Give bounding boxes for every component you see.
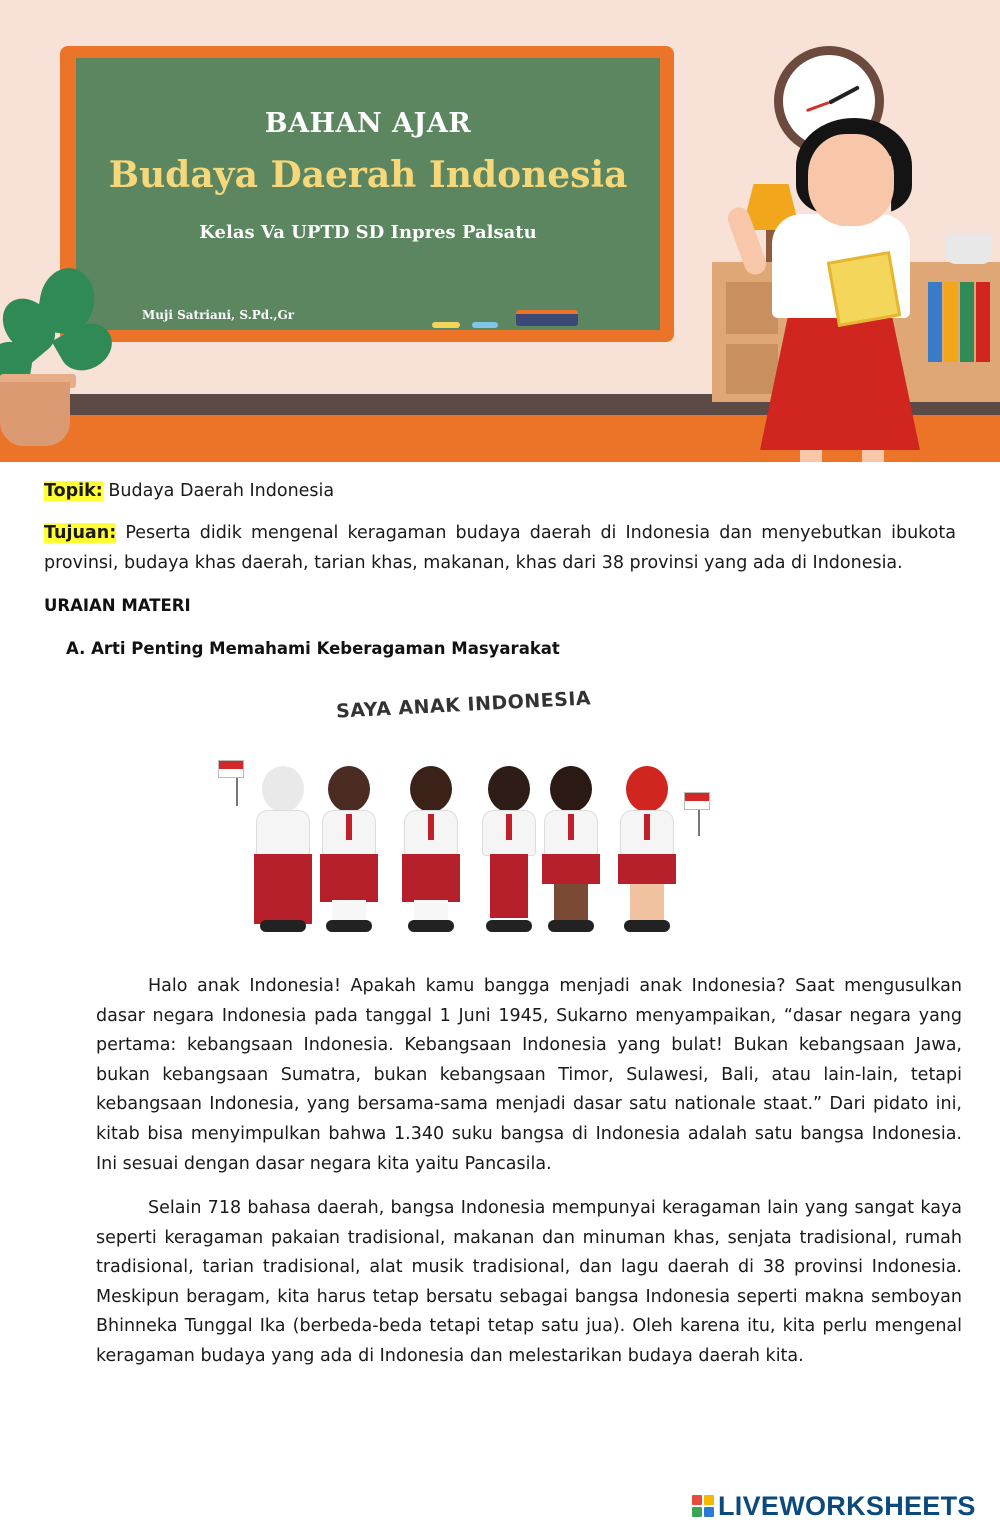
tujuan-text-line1: Peserta didik mengenal keragaman budaya daerah di Indonesia dan menyebutkan ibukota xyxy=(125,523,956,543)
flag-icon xyxy=(684,792,710,810)
small-plant-icon xyxy=(946,234,992,264)
child-figure xyxy=(314,766,384,936)
paragraph-2: Selain 718 bahasa daerah, bangsa Indonesia mempunyai keragaman lain yang sangat kaya seperti keragaman pakaian tradisional, makanan dan minuman khas, senjata tradisional, rumah tradisional, tarian tradisional, alat musik tradisional, dan lagu daerah di 38 provinsi Indonesia. Meskipun beragam, kita harus tetap bersatu sebagai bangsa Indonesia seperti makna semboyan Bhinneka Tunggal Ika (berbeda-beda tetapi tetap satu jua). Oleh karena itu, kita perlu mengenal keragaman budaya yang ada di Indonesia dan melestarikan budaya daerah kita. xyxy=(96,1198,962,1366)
topik-line xyxy=(44,481,334,501)
section-title: URAIAN MATERI xyxy=(44,596,191,615)
header-banner xyxy=(0,0,1000,462)
banner-class-line: Kelas Va UPTD SD Inpres Palsatu xyxy=(199,222,537,243)
paragraph-1: Halo anak Indonesia! Apakah kamu bangga menjadi anak Indonesia? Saat mengusulkan dasar negara Indonesia pada tanggal 1 Juni 1945, Sukarno menyampaikan, “dasar negara yang pertama: kebangsaan Indonesia. Kebangsaan Indonesia yang bulat! Bukan kebangsaan Jawa, bukan kebangsaan Sumatra, bukan kebangsaan Timor, Sulawesi, Bali, atau lain-lain, tetapi kebangsaan Indonesia, yang bersama-sama menjadi dasar satu nationale staat.” Dari pidato ini, kitab bisa menyimpulkan bahwa 1.340 suku bangsa di Indonesia adalah satu bangsa Indonesia. Ini sesuai dengan dasar negara kita yaitu Pancasila. xyxy=(96,976,962,1174)
eraser-icon xyxy=(516,310,578,326)
logo-text: LIVEWORKSHEETS xyxy=(718,1490,976,1521)
child-figure xyxy=(536,766,606,936)
tujuan-label: Tujuan: xyxy=(44,523,117,543)
illustration-caption: SAYA ANAK INDONESIA xyxy=(335,687,592,723)
children-illustration xyxy=(210,680,720,940)
banner-author: Muji Satriani, S.Pd.,Gr xyxy=(142,308,295,322)
chalkboard xyxy=(76,58,660,330)
banner-title: Budaya Daerah Indonesia xyxy=(108,154,628,196)
topik-text: Budaya Daerah Indonesia xyxy=(108,481,335,501)
topik-label: Topik: xyxy=(44,481,103,501)
chalk-icon xyxy=(432,322,460,328)
tujuan-line2: provinsi, budaya khas daerah, tarian khas, makanan, khas dari 38 provinsi yang ada di Indonesia. xyxy=(44,553,903,573)
child-figure xyxy=(248,766,318,936)
chalk-icon xyxy=(472,322,498,328)
logo-grid-icon xyxy=(692,1495,714,1517)
liveworksheets-logo[interactable] xyxy=(692,1490,976,1522)
subsection-title: A. Arti Penting Memahami Keberagaman Masyarakat xyxy=(66,639,560,658)
flag-icon xyxy=(218,760,244,778)
child-figure xyxy=(396,766,466,936)
child-figure xyxy=(612,766,682,936)
banner-line1: BAHAN AJAR xyxy=(264,108,472,139)
tujuan-line1 xyxy=(44,523,956,543)
child-figure xyxy=(474,766,544,936)
